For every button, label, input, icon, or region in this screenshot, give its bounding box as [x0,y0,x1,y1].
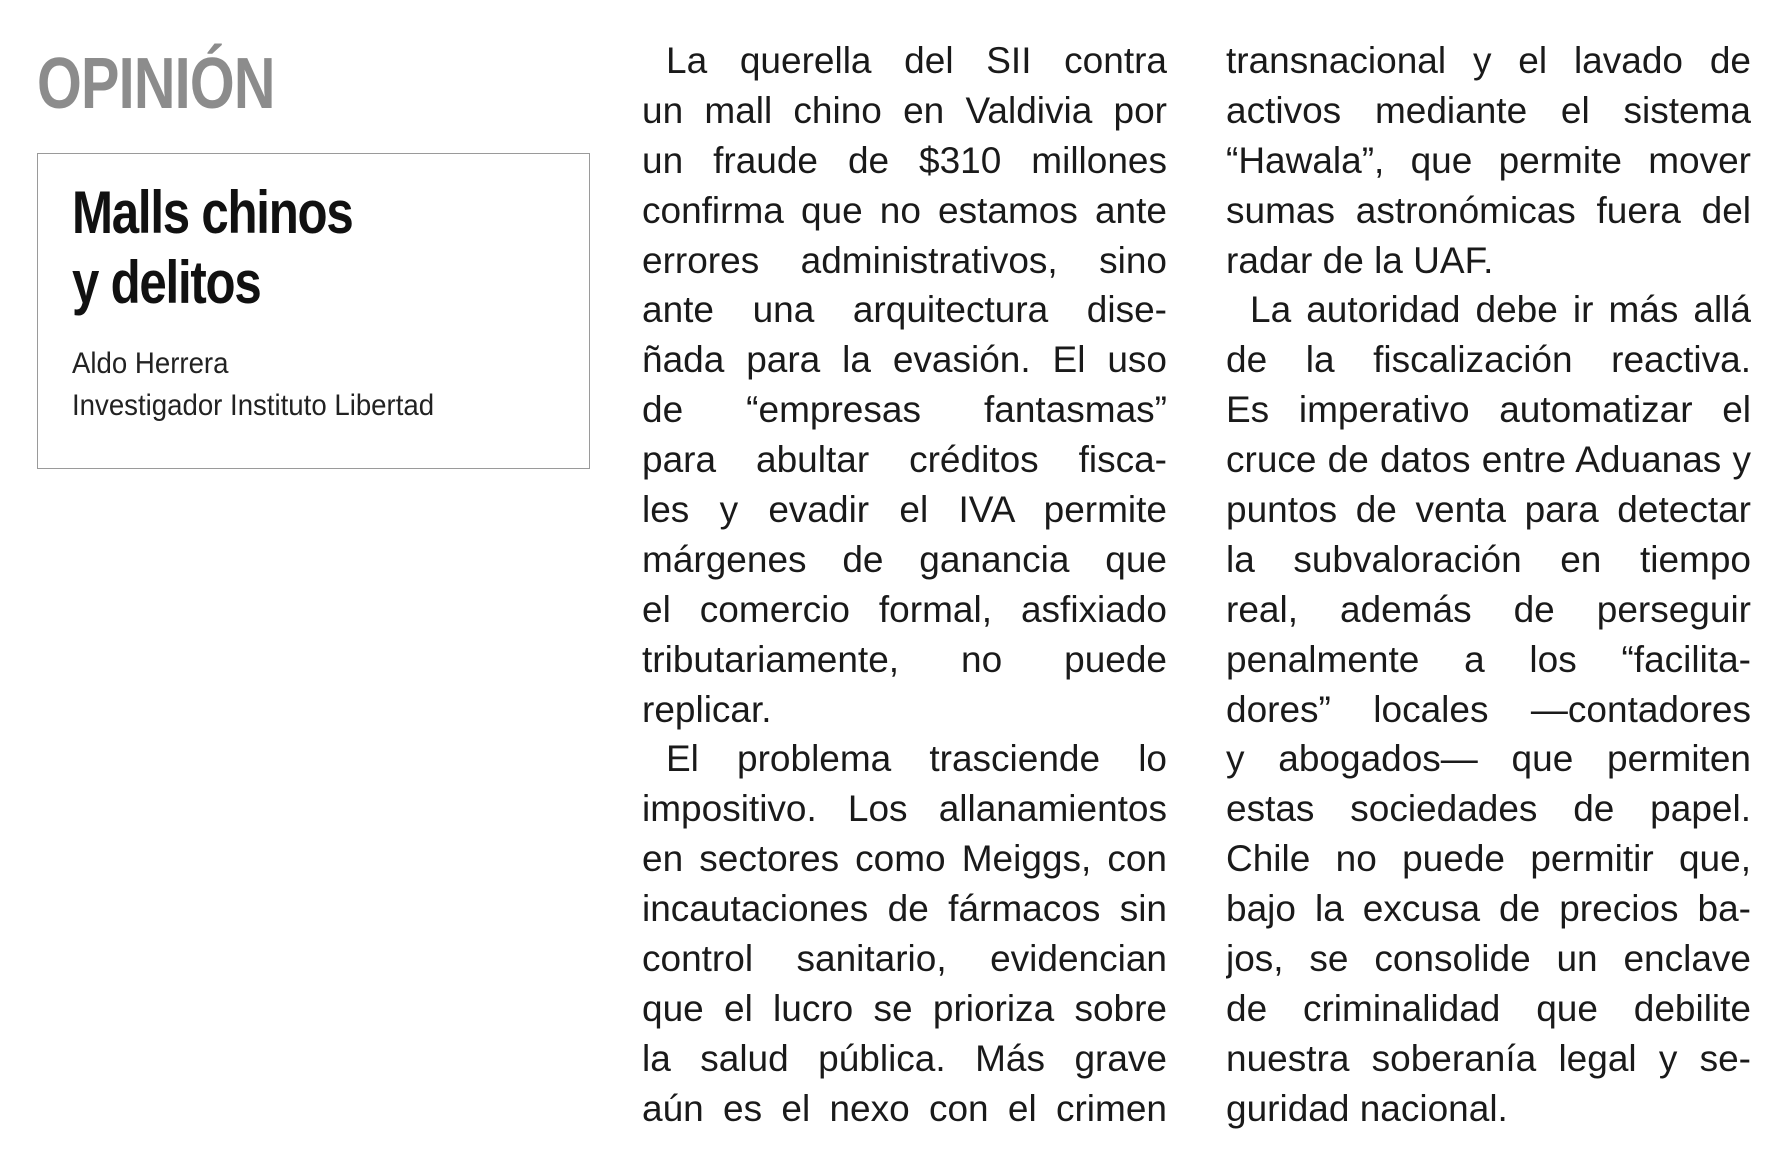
text-line: de “empresas fantasmas” [642,389,1167,431]
text-line: incautaciones de fármacos sin [642,888,1167,930]
text-line: márgenes de ganancia que [642,538,1167,580]
text-line: aún es el nexo con el crimen [642,1087,1167,1129]
text-line: El problema trasciende lo [666,738,1167,780]
text-line: ñada para la evasión. El uso [642,339,1167,381]
text-line: puntos de venta para detectar [1226,489,1751,531]
article-column-1 [642,36,1167,1134]
text-line: errores administrativos, sino [642,239,1167,281]
text-line: La autoridad debe ir más allá [1250,289,1751,331]
text-line: sumas astronómicas fuera del [1226,189,1751,231]
article-column-2 [1226,36,1751,1134]
text-line: “Hawala”, que permite mover [1226,139,1751,181]
text-line: guridad nacional. [1226,1087,1508,1129]
text-line: radar de la UAF. [1226,239,1494,281]
text-line: tributariamente, no puede [642,638,1167,680]
text-line: en sectores como Meiggs, con [642,838,1167,880]
text-line: control sanitario, evidencian [642,938,1167,980]
text-line: un mall chino en Valdivia por [642,89,1167,131]
text-line: estas sociedades de papel. [1226,788,1751,830]
section-label: OPINIÓN [37,44,275,124]
text-line: Es imperativo automatizar el [1226,389,1751,431]
text-line: un fraude de $310 millones [642,139,1167,181]
text-line: la salud pública. Más grave [642,1037,1167,1079]
text-line: que el lucro se prioriza sobre [642,987,1167,1029]
text-line: para abultar créditos fisca- [642,439,1167,481]
text-line: dores” locales —contadores [1226,688,1751,730]
text-line: replicar. [642,688,772,730]
text-line: cruce de datos entre Aduanas y [1226,439,1751,481]
headline-line: y delitos [72,249,261,316]
article-headline [72,178,353,318]
text-line: jos, se consolide un enclave [1226,938,1751,980]
text-line: les y evadir el IVA permite [642,489,1167,531]
byline-box [37,153,590,469]
text-line: de la fiscalización reactiva. [1226,339,1751,381]
text-line: de criminalidad que debilite [1226,987,1751,1029]
text-line: y abogados— que permiten [1226,738,1751,780]
text-line: penalmente a los “facilita- [1226,638,1751,680]
text-line: bajo la excusa de precios ba- [1226,888,1751,930]
text-line: ante una arquitectura dise- [642,289,1167,331]
text-line: el comercio formal, asfixiado [642,588,1167,630]
text-line: transnacional y el lavado de [1226,40,1751,81]
text-line: nuestra soberanía legal y se- [1226,1037,1751,1079]
text-line: Chile no puede permitir que, [1226,838,1751,880]
author-role: Investigador Instituto Libertad [72,389,435,422]
text-line: impositivo. Los allanamientos [642,788,1167,830]
text-line: activos mediante el sistema [1226,89,1751,131]
headline-line: Malls chinos [72,179,353,246]
text-line: confirma que no estamos ante [642,189,1167,231]
author-name: Aldo Herrera [72,347,229,380]
text-line: real, además de perseguir [1226,588,1751,630]
text-line: La querella del SII contra [666,40,1167,81]
text-line: la subvaloración en tiempo [1226,538,1751,580]
